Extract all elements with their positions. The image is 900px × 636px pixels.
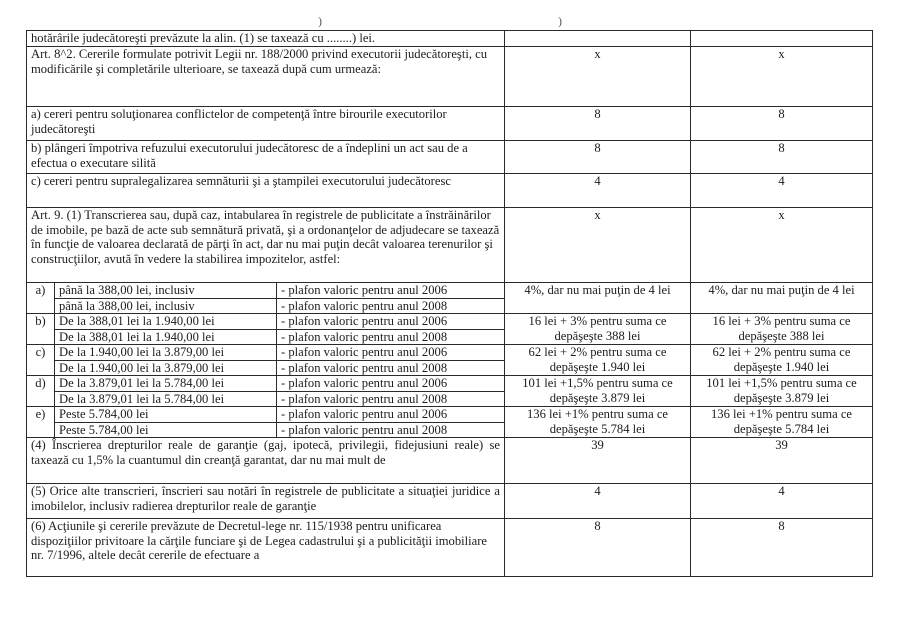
- row-text: Art. 8^2. Cererile formulate potrivit Legii nr. 188/2000 privind executorii judecătoreşti, cu modificările şi completările ulterioare, se taxează după cum urmează:: [27, 47, 505, 107]
- table-row: [27, 141, 873, 174]
- tier-value-col-1: 16 lei + 3% pentru suma ce depăşeşte 388 lei: [505, 314, 691, 345]
- row-text: b) plângeri împotriva refuzului executorului judecătoresc de a îndeplini un act sau de a efectua o executare silită: [27, 141, 505, 174]
- value-col-2: 4: [691, 174, 873, 208]
- scan-mark-right: ): [558, 14, 562, 28]
- tier-value-col-2: 62 lei + 2% pentru suma ce depăşeşte 1.940 lei: [691, 345, 873, 376]
- tier-range: până la 388,00 lei, inclusiv: [55, 283, 277, 299]
- tier-row: [27, 283, 873, 299]
- tier-range: De la 388,01 lei la 1.940,00 lei: [55, 314, 277, 330]
- tier-range: De la 388,01 lei la 1.940,00 lei: [55, 329, 277, 345]
- tier-row: [27, 314, 873, 330]
- tier-row: [27, 376, 873, 392]
- value-col-1: [505, 31, 691, 47]
- row-text: (4) Înscrierea drepturilor reale de garanţie (gaj, ipotecă, privilegii, fidejusiuni reale) se taxează cu 1,5% la cuantumul din creanţă garantat, dar nu mai mult de: [27, 438, 505, 484]
- tier-value-col-2: 101 lei +1,5% pentru suma ce depăşeşte 3.879 lei: [691, 376, 873, 407]
- table-row: [27, 519, 873, 577]
- tier-range: Peste 5.784,00 lei: [55, 422, 277, 438]
- row-text: hotărârile judecătoreşti prevăzute la alin. (1) se taxează cu ........) lei.: [27, 31, 505, 47]
- value-col-2: x: [691, 208, 873, 283]
- value-col-2: 4: [691, 484, 873, 519]
- tier-value-col-1: 62 lei + 2% pentru suma ce depăşeşte 1.940 lei: [505, 345, 691, 376]
- value-col-1: 4: [505, 484, 691, 519]
- tier-letter: a): [27, 283, 55, 314]
- tier-row: [27, 345, 873, 361]
- table-row: [27, 174, 873, 208]
- value-col-1: x: [505, 208, 691, 283]
- value-col-1: 8: [505, 141, 691, 174]
- tier-range: De la 1.940,00 lei la 3.879,00 lei: [55, 360, 277, 376]
- table-row: [27, 438, 873, 484]
- value-col-1: 8: [505, 107, 691, 141]
- value-col-2: x: [691, 47, 873, 107]
- value-col-2: 8: [691, 519, 873, 577]
- value-col-1: x: [505, 47, 691, 107]
- tier-range: De la 3.879,01 lei la 5.784,00 lei: [55, 391, 277, 407]
- tier-plafon: - plafon valoric pentru anul 2008: [277, 391, 505, 407]
- tier-value-col-1: 136 lei +1% pentru suma ce depăşeşte 5.784 lei: [505, 407, 691, 438]
- table-row: [27, 31, 873, 47]
- row-text: (6) Acţiunile şi cererile prevăzute de Decretul-lege nr. 115/1938 pentru unificarea dispoziţiilor privitoare la cărţile funciare şi de Legea cadastrului şi a publicităţii imobiliare nr. 7/1996, altele decât cererile de efectuare a: [27, 519, 505, 577]
- tier-value-col-1: 4%, dar nu mai puţin de 4 lei: [505, 283, 691, 314]
- row-text: (5) Orice alte transcrieri, înscrieri sau notări în registrele de publicitate a situaţiei juridice a imobilelor, inclusiv radierea drepturilor reale de garanţie: [27, 484, 505, 519]
- value-col-2: 39: [691, 438, 873, 484]
- row-text: a) cereri pentru soluţionarea conflictelor de competenţă între birourile executorilor judecătoreşti: [27, 107, 505, 141]
- tier-value-col-2: 16 lei + 3% pentru suma ce depăşeşte 388 lei: [691, 314, 873, 345]
- tier-plafon: - plafon valoric pentru anul 2006: [277, 376, 505, 392]
- tier-range: Peste 5.784,00 lei: [55, 407, 277, 423]
- tier-plafon: - plafon valoric pentru anul 2008: [277, 298, 505, 314]
- table-row: [27, 208, 873, 283]
- scan-mark-left: ): [318, 14, 322, 28]
- tier-letter: d): [27, 376, 55, 407]
- tier-plafon: - plafon valoric pentru anul 2008: [277, 360, 505, 376]
- tier-value-col-2: 4%, dar nu mai puţin de 4 lei: [691, 283, 873, 314]
- tier-range: De la 1.940,00 lei la 3.879,00 lei: [55, 345, 277, 361]
- tier-plafon: - plafon valoric pentru anul 2006: [277, 407, 505, 423]
- value-col-1: 8: [505, 519, 691, 577]
- value-col-2: 8: [691, 107, 873, 141]
- value-col-2: [691, 31, 873, 47]
- table-row: [27, 107, 873, 141]
- tier-letter: c): [27, 345, 55, 376]
- row-text: c) cereri pentru supralegalizarea semnăturii şi a ştampilei executorului judecătoresc: [27, 174, 505, 208]
- tier-letter: b): [27, 314, 55, 345]
- tier-plafon: - plafon valoric pentru anul 2006: [277, 345, 505, 361]
- tier-value-col-2: 136 lei +1% pentru suma ce depăşeşte 5.784 lei: [691, 407, 873, 438]
- tier-range: până la 388,00 lei, inclusiv: [55, 298, 277, 314]
- tier-range: De la 3.879,01 lei la 5.784,00 lei: [55, 376, 277, 392]
- fee-table: [26, 30, 873, 577]
- tier-plafon: - plafon valoric pentru anul 2008: [277, 329, 505, 345]
- tier-plafon: - plafon valoric pentru anul 2006: [277, 283, 505, 299]
- table-row: [27, 47, 873, 107]
- tier-plafon: - plafon valoric pentru anul 2008: [277, 422, 505, 438]
- tier-letter: e): [27, 407, 55, 438]
- value-col-1: 39: [505, 438, 691, 484]
- tier-plafon: - plafon valoric pentru anul 2006: [277, 314, 505, 330]
- value-col-1: 4: [505, 174, 691, 208]
- row-text: Art. 9. (1) Transcrierea sau, după caz, intabularea în registrele de publicitate a înstrăinărilor de imobile, pe bază de acte sub semnătură privată, şi a ordonanţelor de adjudecare se taxează în funcţie de valoarea declarată de părţi în act, dar nu mai puţin decât valoarea terenurilor şi construcţiilor, avută în vedere la stabilirea impozitelor, astfel:: [27, 208, 505, 283]
- tier-row: [27, 407, 873, 423]
- value-col-2: 8: [691, 141, 873, 174]
- table-row: [27, 484, 873, 519]
- tier-value-col-1: 101 lei +1,5% pentru suma ce depăşeşte 3.879 lei: [505, 376, 691, 407]
